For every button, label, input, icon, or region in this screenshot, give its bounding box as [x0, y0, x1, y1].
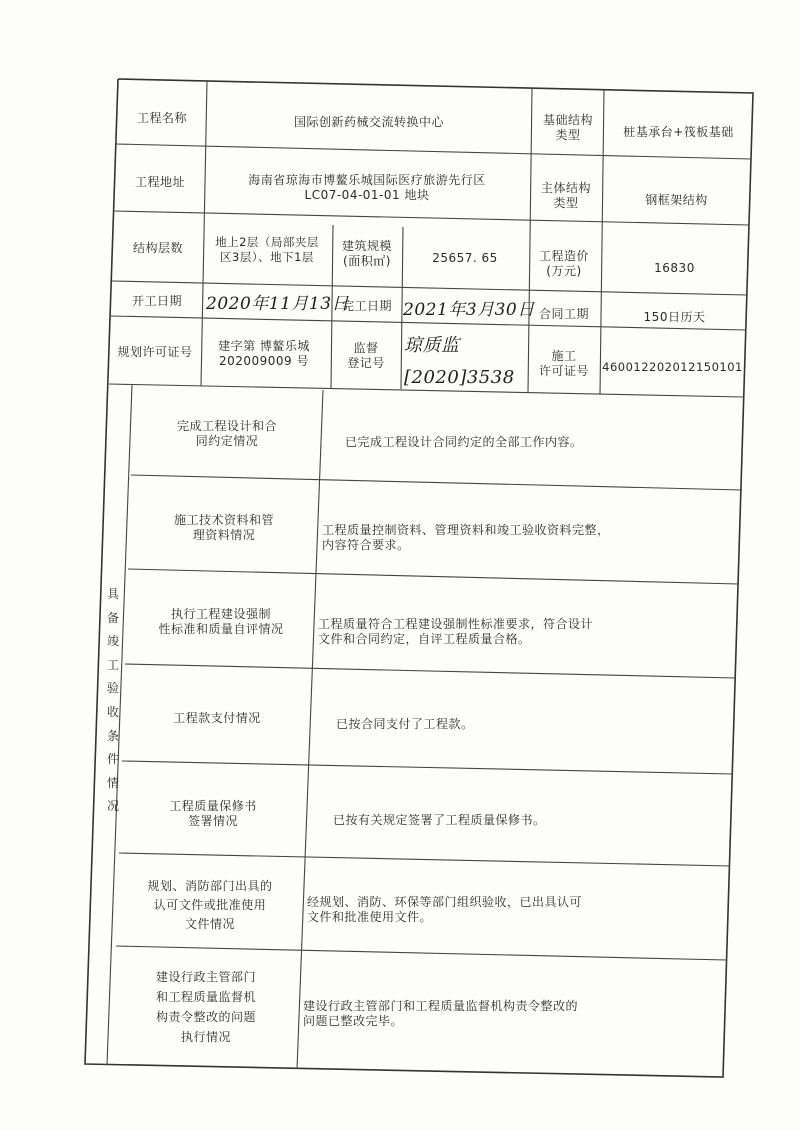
condition-status-3: 工程质量符合工程建设强制性标准要求，符合设计 文件和合同约定，自评工程质量合格。 [318, 617, 594, 646]
floors-label: 结构层数 [132, 240, 183, 255]
supervision-number-handwritten: 琼质监 [2020]3538 [404, 335, 515, 388]
building-scale-label: 建筑规模 (面积㎡) [341, 239, 392, 268]
contract-period-label: 合同工期 [538, 306, 589, 321]
cost-label: 工程造价 (万元) [538, 249, 589, 278]
planning-permit-label: 规划许可证号 [117, 344, 193, 359]
completion-date-label: 完工日期 [341, 298, 392, 313]
condition-status-5: 已按有关规定签署了工程质量保修书。 [333, 812, 546, 827]
main-structure-value: 钢框架结构 [645, 192, 708, 207]
condition-status-7: 建设行政主管部门和工程质量监督机构责令整改的 问题已整改完毕。 [303, 999, 579, 1028]
project-name-value: 国际创新药械交流转换中心 [293, 114, 444, 129]
conditions-heading: 具 备 竣 工 验 收 条 件 情 况 [106, 587, 119, 814]
project-address-value: 海南省琼海市博鳌乐城国际医疗旅游先行区 LC07-04-01-01 地块 [248, 173, 486, 202]
construction-permit-label: 施工 许可证号 [538, 349, 589, 378]
supervision-label: 监督 登记号 [347, 341, 385, 370]
condition-item-7: 建设行政主管部门 和工程质量监督机 构责令整改的问题 执行情况 [155, 970, 256, 1044]
condition-item-6: 规划、消防部门出具的 认可文件或批准使用 文件情况 [147, 878, 273, 931]
project-name-label: 工程名称 [136, 110, 187, 125]
construction-permit-value: 460012202012150101 [602, 359, 743, 374]
main-structure-label: 主体结构 类型 [540, 181, 591, 210]
start-date-label: 开工日期 [131, 293, 182, 308]
floors-value: 地上2层（局部夹层 区3层）、地下1层 [215, 235, 319, 264]
start-date-handwritten: 2020年11月13日 [206, 294, 350, 314]
condition-item-5: 工程质量保修书 签署情况 [169, 799, 257, 828]
project-address-label: 工程地址 [134, 174, 185, 189]
condition-status-2: 工程质量控制资料、管理资料和竣工验收资料完整， 内容符合要求。 [322, 523, 610, 552]
condition-item-2: 施工技术资料和管 理资料情况 [173, 513, 274, 542]
planning-permit-value: 建字第 博鳌乐城 202009009 号 [218, 339, 310, 368]
condition-item-1: 完成工程设计和合 同约定情况 [176, 419, 277, 448]
foundation-type-label: 基础结构 类型 [542, 113, 593, 142]
building-scale-value: 25657. 65 [432, 250, 498, 265]
contract-period-value: 150日历天 [643, 309, 706, 324]
condition-item-3: 执行工程建设强制 性标准和质量自评情况 [158, 607, 284, 636]
cost-value: 16830 [654, 260, 695, 275]
foundation-type-value: 桩基承台+筏板基础 [623, 124, 734, 139]
completion-date-handwritten: 2021年3月30日 [403, 300, 535, 320]
condition-status-1: 已完成工程设计合同约定的全部工作内容。 [345, 434, 583, 449]
condition-status-6: 经规划、消防、环保等部门组织验收，已出具认可 文件和批准使用文件。 [307, 895, 583, 924]
condition-status-4: 已按合同支付了工程款。 [336, 716, 474, 731]
condition-item-4: 工程款支付情况 [173, 710, 261, 725]
